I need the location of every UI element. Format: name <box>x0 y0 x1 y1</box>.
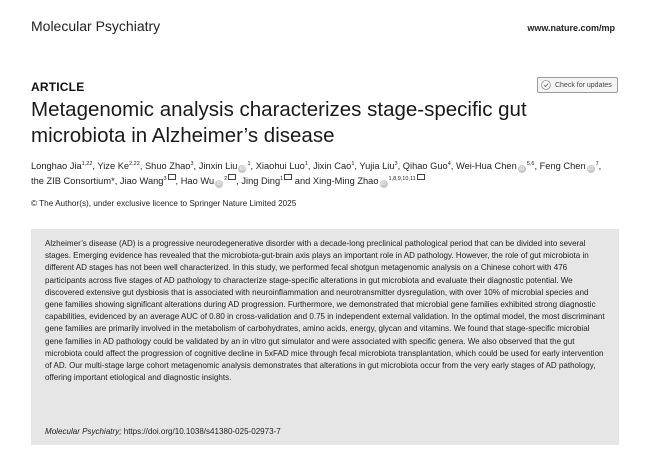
author-entry <box>403 161 451 171</box>
orcid-icon[interactable]: iD <box>588 166 593 172</box>
orcid-icon[interactable]: iD <box>519 166 525 172</box>
author-affiliation: 7 <box>595 161 599 167</box>
author-entry <box>313 176 425 186</box>
author-entry <box>145 161 194 171</box>
author-entry <box>120 176 176 186</box>
author-name[interactable]: Feng Chen <box>539 161 586 171</box>
author-name[interactable]: Xiaohui Luo <box>255 161 305 171</box>
email-icon[interactable] <box>228 174 236 180</box>
author-affiliation: 1,8,9,10,11 <box>388 176 416 182</box>
check-for-updates-button[interactable] <box>537 77 618 93</box>
article-type-label: ARTICLE <box>31 80 85 94</box>
author-name[interactable]: Yize Ke <box>97 161 130 171</box>
author-affiliation: 3 <box>394 161 398 167</box>
author-affiliation: 1 <box>280 176 284 182</box>
orcid-icon[interactable]: iD <box>240 166 245 172</box>
article-title: Metagenomic analysis characterizes stage-specific gut microbiota in Alzheimer’s disease <box>31 98 527 147</box>
check-updates-icon <box>541 80 551 90</box>
email-icon[interactable] <box>168 174 176 180</box>
journal-url-link[interactable]: www.nature.com/mp <box>527 23 615 33</box>
citation <box>45 427 281 436</box>
author-entry <box>97 161 139 171</box>
author-name[interactable]: Jixin Cao <box>313 161 352 171</box>
orcid-icon[interactable]: iD <box>216 181 222 187</box>
author-entry <box>456 161 534 171</box>
author-affiliation: 2 <box>224 176 228 182</box>
author-name[interactable]: Yujia Liu <box>359 161 395 171</box>
author-entry <box>31 176 115 186</box>
author-affiliation: 3 <box>163 176 167 182</box>
author-affiliation: 5,6 <box>526 161 535 167</box>
email-icon[interactable] <box>417 174 425 180</box>
author-affiliation: 1 <box>304 161 308 167</box>
citation-doi-link[interactable]: https://doi.org/10.1038/s41380-025-02973-7 <box>121 427 281 436</box>
author-affiliation: 1 <box>247 161 251 167</box>
journal-name: Molecular Psychiatry <box>31 18 161 34</box>
author-entry <box>181 176 236 186</box>
author-affiliation: 3 <box>190 161 194 167</box>
orcid-icon[interactable]: iD <box>381 181 386 187</box>
author-name[interactable]: the ZIB Consortium* <box>31 176 115 186</box>
author-affiliation: 4 <box>447 161 451 167</box>
author-name[interactable]: Wei-Hua Chen <box>455 161 517 171</box>
author-affiliation: 2,22 <box>129 161 140 167</box>
author-name[interactable]: Xing-Ming Zhao <box>312 176 379 186</box>
author-name[interactable]: Longhao Jia <box>31 161 82 171</box>
abstract-text: Alzheimer’s disease (AD) is a progressive neurodegenerative disorder with a decade-long preclinical pathological period that can be divided into several stages. Emerging evidence has revealed that the microbiota-gut-brain axis plays an important role in AD pathology. However, the role of gut microbiota in different AD stages has not been well characterized. In this study, we performed fecal shotgun metagenomic analysis on a Chinese cohort with 476 participants across five stages of AD pathology to characterize stage-specific alterations in gut microbiota and evaluate their diagnostic potential. We discovered extensive gut dysbiosis that is associated with neuroinflammation and neurotransmitter dysregulation, with over 10% of microbial species and gene families showing significant alterations during AD progression. Furthermore, we demonstrated that microbial gene families exhibited strong diagnostic capabilities, evidenced by an average AUC of 0.80 in cross-validation and 0.75 in independent external validation. In the optimal model, the most discriminant gene families are primarily involved in the metabolism of carbohydrates, amino acids, energy, glycan and vitamins. We found that stage-specific microbial gene families in AD pathology could be validated by an in vitro gut simulator and were associated with specific genera. We also observed that the gut microbiota could affect the progression of cognitive decline in 5xFAD mice through fecal microbiota transplantation, which could be used for early intervention of AD. Our multi-stage large cohort metagenomic analysis demonstrates that alterations in gut microbiota occur from the very early stages of AD pathology, offering important etiological and diagnostic insights. <box>45 239 605 383</box>
author-entry <box>540 161 599 171</box>
author-affiliation: 1 <box>351 161 355 167</box>
author-entry <box>241 176 292 186</box>
author-name[interactable]: Jiao Wang <box>119 176 164 186</box>
author-entry <box>256 161 308 171</box>
author-entry <box>359 161 397 171</box>
author-entry <box>199 161 251 171</box>
copyright-notice: © The Author(s), under exclusive licence to Springer Nature Limited 2025 <box>31 199 297 208</box>
author-name[interactable]: Hao Wu <box>180 176 215 186</box>
email-icon[interactable] <box>284 174 292 180</box>
check-updates-label: Check for updates <box>555 81 612 89</box>
author-name[interactable]: Jing Ding <box>241 176 281 186</box>
author-name[interactable]: Qihao Guo <box>402 161 448 171</box>
abstract-box <box>31 229 619 445</box>
citation-journal: Molecular Psychiatry; <box>45 427 122 436</box>
author-name[interactable]: Jinxin Liu <box>198 161 238 171</box>
author-affiliation: 1,22 <box>81 161 93 167</box>
author-entry <box>313 161 354 171</box>
author-name[interactable]: Shuo Zhao <box>144 161 191 171</box>
author-list: Longhao Jia$^{1,22}$, Yize Ke$^{2,22}$, Shuo Zhao$^3$, Jinxin Liu $iD^1$, Xiaohui Luo$^1$, Jixin Cao$^1$, Yujia Liu$^3$, Qihao Guo$^4$, Wei-Hua Chen iD$^{5,6}$, Feng Chen $iD^7$, the ZIB Consortium*, Jiao Wang$^3$ , Hao Wu $iD^2$ , Jing Ding$^1$ and Xing-Ming Zhao iD$^{1,8,9,10,11}$ <box>31 161 602 187</box>
author-entry <box>31 161 92 171</box>
